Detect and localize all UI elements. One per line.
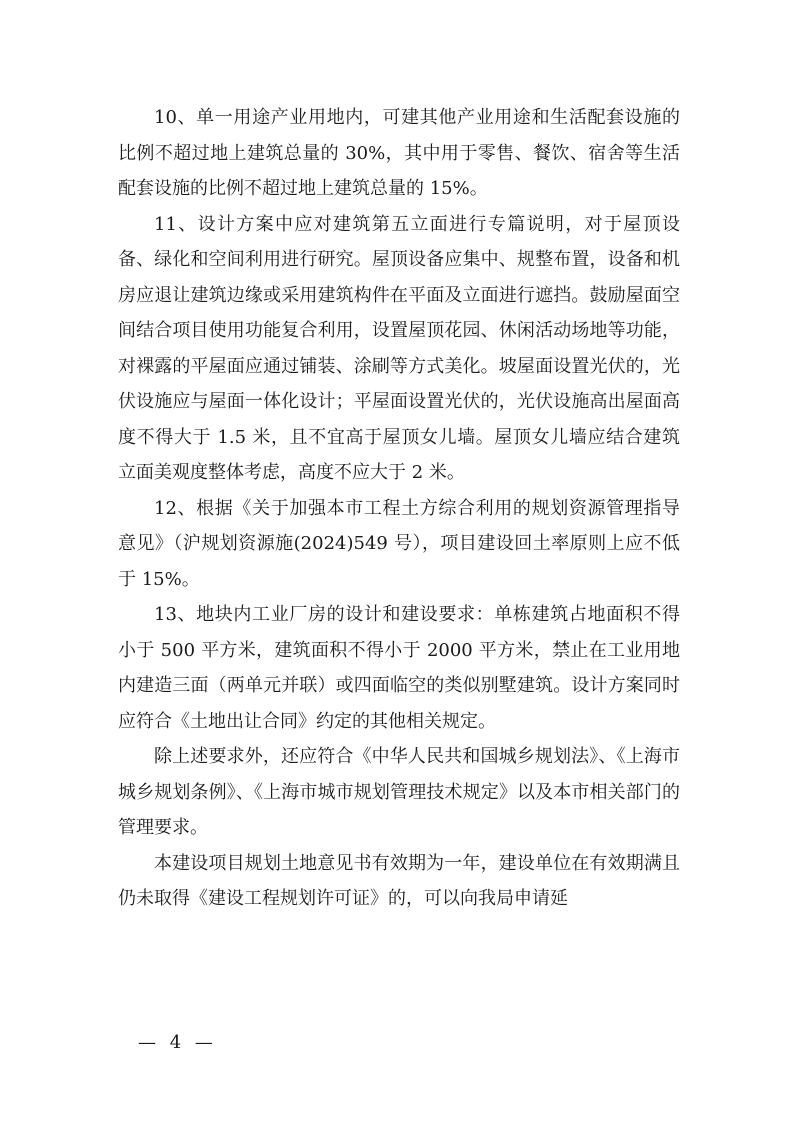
paragraph-item-13: 13、地块内工业厂房的设计和建设要求：单栋建筑占地面积不得小于 500 平方米，建筑面积不得小于 2000 平方米，禁止在工业用地内建造三面（两单元并联）或四面临空的类似别墅建筑。设计方案同时应符合《土地出让合同》约定的其他相关规定。 [118,604,680,732]
paragraph-item-10: 10、单一用途产业用地内，可建其他产业用途和生活配套设施的比例不超过地上建筑总量的 30%，其中用于零售、餐饮、宿舍等生活配套设施的比例不超过地上建筑总量的 15%。 [118,107,680,199]
paragraph-item-11: 11、设计方案中应对建筑第五立面进行专篇说明，对于屋顶设备、绿化和空间利用进行研究。屋顶设备应集中、规整布置，设备和机房应退让建筑边缘或采用建筑构件在平面及立面进行遮挡。鼓励屋面空间结合项目使用功能复合利用，设置屋顶花园、休闲活动场地等功能，对裸露的平屋面应通过铺装、涂刷等方式美化。坡屋面设置光伏的，光伏设施应与屋面一体化设计；平屋面设置光伏的，光伏设施高出屋面高度不得大于 1.5 米，且不宜高于屋顶女儿墙。屋顶女儿墙应结合建筑立面美观度整体考虑，高度不应大于 2 米。 [118,213,680,483]
paragraph-other-requirements: 除上述要求外，还应符合《中华人民共和国城乡规划法》、《上海市城乡规划条例》、《上海市城市规划管理技术规定》以及本市相关部门的管理要求。 [118,746,680,838]
paragraph-item-12: 12、根据《关于加强本市工程土方综合利用的规划资源管理指导意见》（沪规划资源施(2024)549 号），项目建设回土率原则上应不低于 15%。 [118,497,680,590]
paragraph-validity: 本建设项目规划土地意见书有效期为一年，建设单位在有效期满且仍未取得《建设工程规划许可证》的，可以向我局申请延 [118,852,680,909]
document-body [118,100,680,917]
page-number: — 4 — [138,1032,217,1053]
